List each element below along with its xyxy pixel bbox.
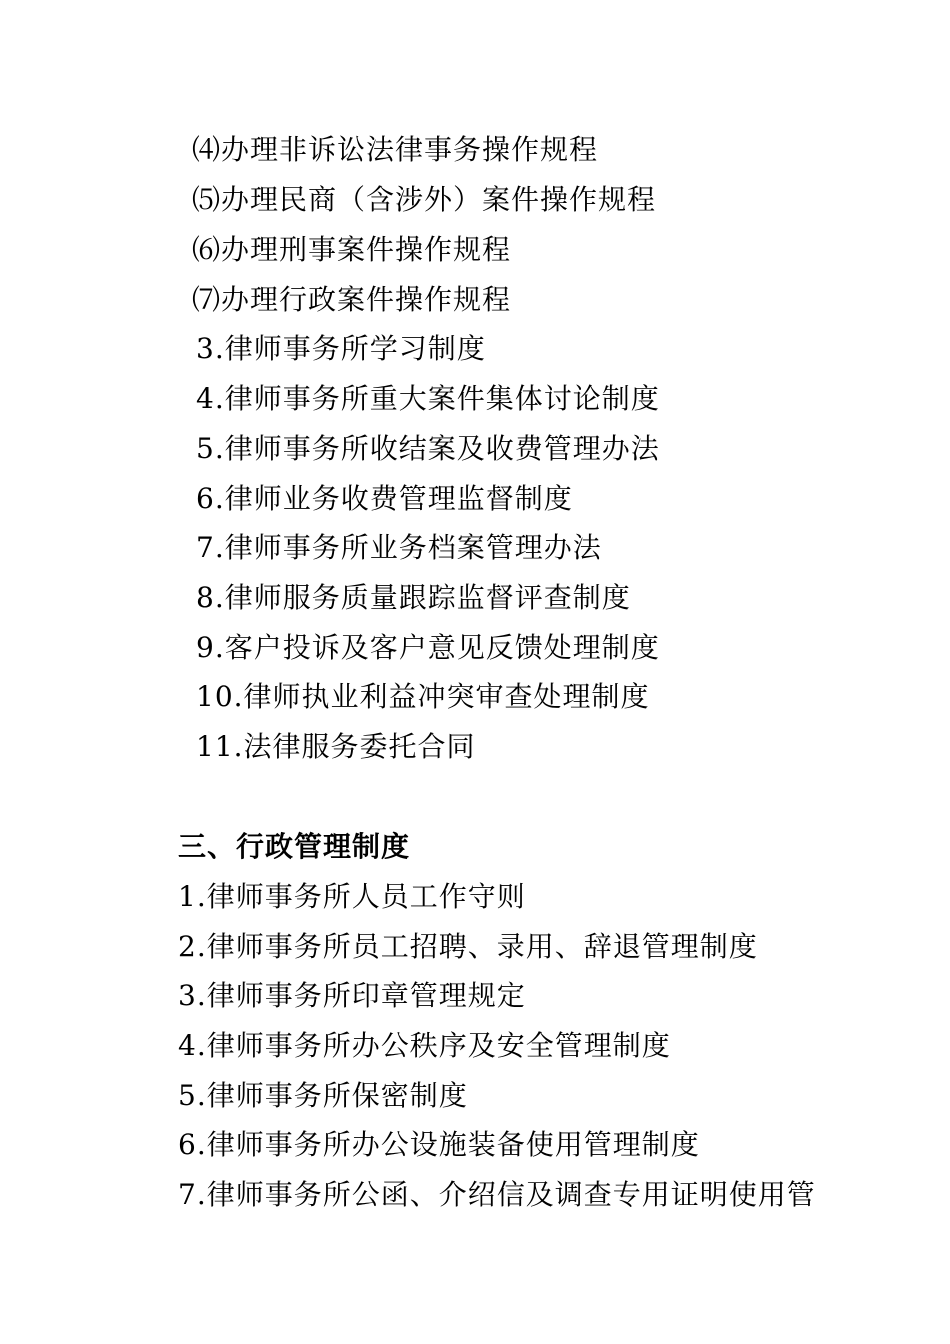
section2-item-3: 3.律师事务所学习制度 [196, 332, 486, 365]
section3-item-1: 1.律师事务所人员工作守则 [178, 880, 526, 913]
section2-item-5: 5.律师事务所收结案及收费管理办法 [196, 432, 660, 465]
section3-item-4: 4.律师事务所办公秩序及安全管理制度 [178, 1029, 671, 1062]
section3-item-2: 2.律师事务所员工招聘、录用、辞退管理制度 [178, 930, 758, 963]
sub-item-7: ⑺办理行政案件操作规程 [192, 283, 512, 316]
sub-item-4: ⑷办理非诉讼法律事务操作规程 [192, 133, 599, 166]
section3-item-6: 6.律师事务所办公设施装备使用管理制度 [178, 1128, 700, 1161]
section3-item-7: 7.律师事务所公函、介绍信及调查专用证明使用管 [178, 1178, 816, 1211]
section3-heading: 三、行政管理制度 [178, 830, 411, 863]
section2-item-9: 9.客户投诉及客户意见反馈处理制度 [196, 631, 660, 664]
section2-item-8: 8.律师服务质量跟踪监督评查制度 [196, 581, 631, 614]
section2-item-6: 6.律师业务收费管理监督制度 [196, 482, 573, 515]
section2-item-11: 11.法律服务委托合同 [196, 730, 476, 763]
section3-item-5: 5.律师事务所保密制度 [178, 1079, 468, 1112]
sub-item-6: ⑹办理刑事案件操作规程 [192, 233, 512, 266]
section2-item-7: 7.律师事务所业务档案管理办法 [196, 531, 602, 564]
section2-item-4: 4.律师事务所重大案件集体讨论制度 [196, 382, 660, 415]
section2-item-10: 10.律师执业利益冲突审查处理制度 [196, 680, 650, 713]
sub-item-5: ⑸办理民商（含涉外）案件操作规程 [192, 183, 657, 216]
section3-item-3: 3.律师事务所印章管理规定 [178, 979, 526, 1012]
